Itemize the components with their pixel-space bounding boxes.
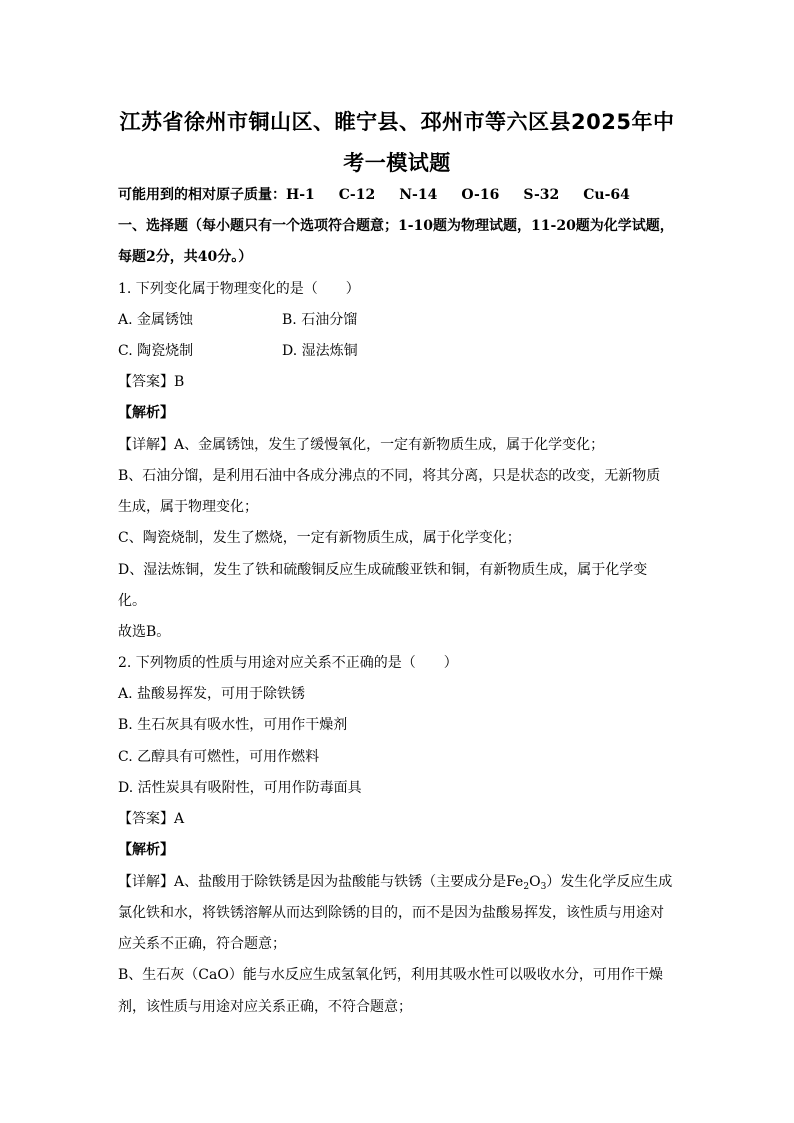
q2-detail-line-1-text: 【详解】A、盐酸用于除铁锈是因为盐酸能与铁锈（主要成分是Fe — [118, 874, 524, 890]
q1-stem: 1. 下列变化属于物理变化的是（ ） — [118, 281, 360, 297]
q2-option-a: A. 盐酸易挥发，可用于除铁锈 — [118, 686, 306, 702]
atomic-mass-cu: Cu-64 — [583, 187, 630, 203]
fe2o3-subscript-3: 3 — [540, 882, 547, 892]
q1-detail-line-5: D、湿法炼铜，发生了铁和硫酸铜反应生成硫酸亚铁和铜，有新物质生成，属于化学变 — [118, 562, 648, 578]
q2-option-b: B. 生石灰具有吸水性，可用作干燥剂 — [118, 717, 348, 733]
q2-option-d: D. 活性炭具有吸附性，可用作防毒面具 — [118, 780, 362, 796]
q2-detail-line-1 — [118, 873, 672, 896]
fe2o3-oxygen: O — [529, 874, 541, 890]
q1-option-a: A. 金属锈蚀 — [118, 312, 194, 328]
section-heading-line-1: 一、选择题（每小题只有一个选项符合题意；1-10题为物理试题，11-20题为化学试题， — [118, 218, 674, 234]
atomic-mass-o: O-16 — [461, 187, 500, 203]
q1-conclusion: 故选B。 — [118, 624, 171, 640]
q1-detail-line-1: 【详解】A、金属锈蚀，发生了缓慢氧化，一定有新物质生成，属于化学变化； — [118, 437, 605, 453]
q1-option-c: C. 陶瓷烧制 — [118, 343, 194, 359]
atomic-mass-label: 可能用到的相对原子质量： — [118, 187, 286, 203]
document-title-line-2: 考一模试题 — [343, 151, 451, 175]
q1-option-b: B. 石油分馏 — [282, 312, 358, 328]
q2-option-c: C. 乙醇具有可燃性，可用作燃料 — [118, 749, 320, 765]
q2-detail-line-2: 氯化铁和水，将铁锈溶解从而达到除锈的目的，而不是因为盐酸易挥发，该性质与用途对 — [118, 905, 664, 921]
atomic-mass-line — [118, 186, 630, 204]
q1-option-d: D. 湿法炼铜 — [282, 343, 358, 359]
q1-detail-line-4: C、陶瓷烧制，发生了燃烧，一定有新物质生成，属于化学变化； — [118, 530, 521, 546]
section-heading-line-2: 每题2分，共40分。） — [118, 249, 253, 265]
q2-analysis-heading: 【解析】 — [118, 842, 174, 858]
q2-detail-line-1-tail: ）发生化学反应生成 — [546, 874, 673, 890]
fe2o3-subscript-2: 2 — [523, 882, 530, 892]
q2-detail-line-5: 剂，该性质与用途对应关系正确，不符合题意； — [118, 999, 412, 1015]
q2-detail-line-3: 应关系不正确，符合题意； — [118, 936, 286, 952]
q2-stem: 2. 下列物质的性质与用途对应关系不正确的是（ ） — [118, 655, 458, 671]
document-title-line-1: 江苏省徐州市铜山区、睢宁县、邳州市等六区县2025年中 — [119, 110, 675, 134]
q1-detail-line-2: B、石油分馏，是利用石油中各成分沸点的不同，将其分离，只是状态的改变，无新物质 — [118, 468, 661, 484]
atomic-mass-h: H-1 — [286, 187, 315, 203]
q1-analysis-heading: 【解析】 — [118, 405, 174, 421]
atomic-mass-s: S-32 — [523, 187, 560, 203]
atomic-mass-n: N-14 — [399, 187, 438, 203]
q2-answer: 【答案】A — [118, 811, 185, 827]
q1-detail-line-6: 化。 — [118, 593, 146, 609]
q1-detail-line-3: 生成，属于物理变化； — [118, 499, 258, 515]
q2-detail-line-4: B、生石灰（CaO）能与水反应生成氢氧化钙，利用其吸水性可以吸收水分，可用作干燥 — [118, 967, 663, 983]
q1-answer: 【答案】B — [118, 374, 185, 390]
atomic-mass-c: C-12 — [338, 187, 376, 203]
